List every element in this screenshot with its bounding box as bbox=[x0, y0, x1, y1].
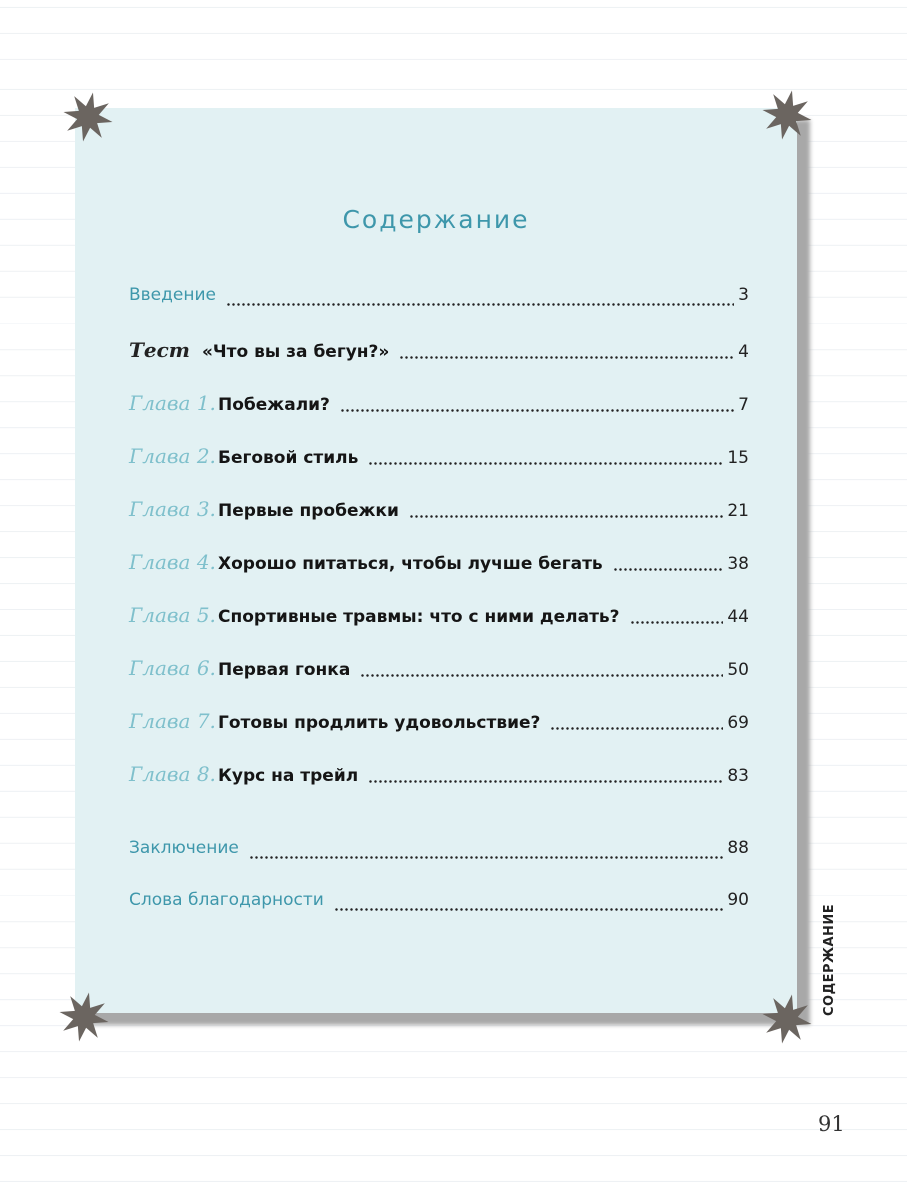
entry-title: Первая гонка bbox=[218, 660, 351, 680]
dot-leader bbox=[399, 356, 734, 359]
toc-entry-chapter-1[interactable] bbox=[129, 391, 749, 419]
chapter-label: Глава 6. bbox=[129, 656, 216, 680]
star-icon bbox=[760, 992, 814, 1046]
dot-leader bbox=[630, 621, 724, 624]
entry-page-number: 50 bbox=[727, 660, 749, 680]
dot-leader bbox=[334, 908, 724, 911]
toc-entry-chapter-8[interactable] bbox=[129, 762, 749, 790]
entry-title: Курс на трейл bbox=[218, 766, 359, 786]
entry-page-number: 4 bbox=[738, 342, 749, 362]
dot-leader bbox=[550, 727, 723, 730]
dot-leader bbox=[249, 856, 723, 859]
toc-entry-test[interactable] bbox=[129, 338, 749, 366]
entry-page-number: 21 bbox=[727, 501, 749, 521]
entry-page-number: 15 bbox=[727, 448, 749, 468]
entry-page-number: 38 bbox=[727, 554, 749, 574]
entry-page-number: 3 bbox=[738, 285, 749, 305]
toc-card bbox=[75, 108, 797, 1013]
toc-entry-acknowledgements[interactable] bbox=[129, 890, 749, 918]
chapter-label: Глава 4. bbox=[129, 550, 216, 574]
chapter-label: Глава 5. bbox=[129, 603, 216, 627]
chapter-label: Глава 1. bbox=[129, 391, 216, 415]
entry-page-number: 69 bbox=[727, 713, 749, 733]
entry-title: Побежали? bbox=[218, 395, 330, 415]
star-icon bbox=[57, 990, 111, 1044]
chapter-label: Глава 3. bbox=[129, 497, 216, 521]
entry-page-number: 88 bbox=[727, 838, 749, 858]
entry-page-number: 44 bbox=[727, 607, 749, 627]
entry-title: «Что вы за бегун?» bbox=[201, 342, 390, 362]
page-number: 91 bbox=[818, 1112, 845, 1136]
chapter-label: Глава 2. bbox=[129, 444, 216, 468]
entry-title: Введение bbox=[129, 285, 216, 305]
chapter-label: Глава 7. bbox=[129, 709, 216, 733]
toc-entry-chapter-4[interactable] bbox=[129, 550, 749, 578]
dot-leader bbox=[226, 303, 734, 306]
entry-title: Спортивные травмы: что с ними делать? bbox=[218, 607, 620, 627]
entry-page-number: 83 bbox=[727, 766, 749, 786]
toc-entry-chapter-3[interactable] bbox=[129, 497, 749, 525]
toc-title: Содержание bbox=[342, 205, 530, 234]
entry-page-number: 90 bbox=[727, 890, 749, 910]
entry-title: Заключение bbox=[129, 838, 239, 858]
star-icon bbox=[61, 90, 115, 144]
dot-leader bbox=[360, 674, 723, 677]
entry-title: Готовы продлить удовольствие? bbox=[218, 713, 541, 733]
chapter-label: Глава 8. bbox=[129, 762, 216, 786]
toc-entry-chapter-5[interactable] bbox=[129, 603, 749, 631]
toc-entry-introduction[interactable] bbox=[129, 285, 749, 313]
dot-leader bbox=[368, 780, 723, 783]
toc-entry-chapter-6[interactable] bbox=[129, 656, 749, 684]
toc-entry-conclusion[interactable] bbox=[129, 838, 749, 866]
section-side-label: СОДЕРЖАНИЕ bbox=[822, 903, 837, 1016]
toc-entry-chapter-2[interactable] bbox=[129, 444, 749, 472]
star-icon bbox=[760, 88, 814, 142]
test-label: Тест bbox=[129, 338, 190, 362]
toc-entry-chapter-7[interactable] bbox=[129, 709, 749, 737]
dot-leader bbox=[340, 409, 734, 412]
dot-leader bbox=[409, 515, 723, 518]
dot-leader bbox=[368, 462, 723, 465]
entry-title: Слова благодарности bbox=[129, 890, 324, 910]
dot-leader bbox=[613, 568, 724, 571]
entry-title: Беговой стиль bbox=[218, 448, 359, 468]
entry-page-number: 7 bbox=[738, 395, 749, 415]
entry-title: Первые пробежки bbox=[218, 501, 399, 521]
entry-title: Хорошо питаться, чтобы лучше бегать bbox=[218, 554, 603, 574]
